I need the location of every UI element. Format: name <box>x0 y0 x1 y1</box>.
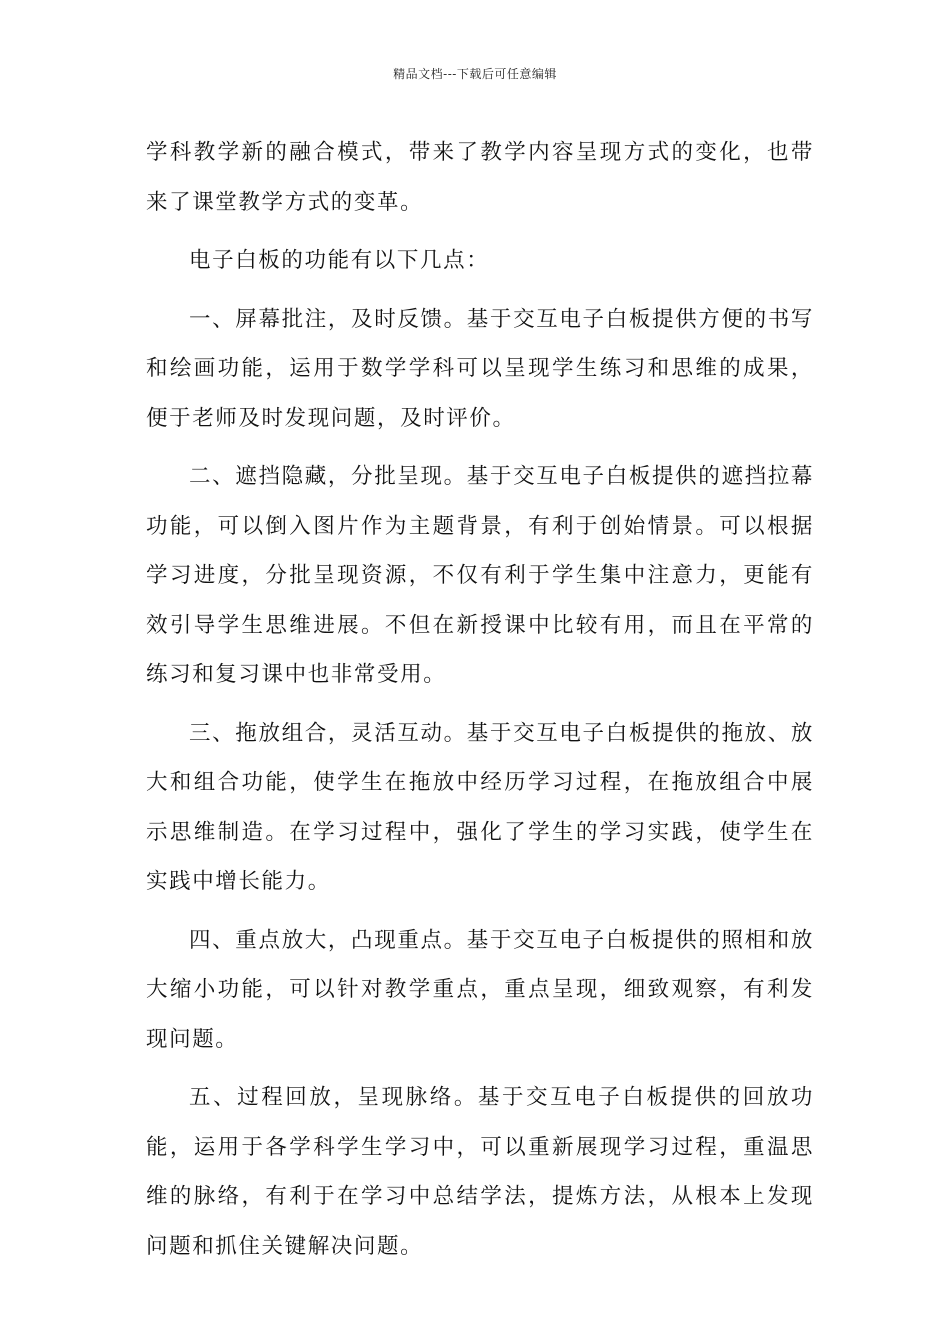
paragraph-function-4: 四、重点放大，凸现重点。基于交互电子白板提供的照相和放大缩小功能，可以针对教学重点，重点呈现，细致观察，有利发现问题。 <box>146 927 814 1052</box>
paragraph-function-1: 一、屏幕批注，及时反馈。基于交互电子白板提供方便的书写和绘画功能，运用于数学学科可以呈现学生练习和思维的成果，便于老师及时发现问题，及时评价。 <box>146 306 814 431</box>
paragraph-functions-heading: 电子白板的功能有以下几点： <box>189 248 490 273</box>
document-body <box>146 128 814 1280</box>
paragraph-function-3: 三、拖放组合，灵活互动。基于交互电子白板提供的拖放、放大和组合功能，使学生在拖放中经历学习过程，在拖放组合中展示思维制造。在学习过程中，强化了学生的学习实践，使学生在实践中增长能力。 <box>146 720 814 894</box>
paragraph-intro-continuation: 学科教学新的融合模式，带来了教学内容呈现方式的变化，也带来了课堂教学方式的变革。 <box>146 140 814 215</box>
paragraph-function-5: 五、过程回放，呈现脉络。基于交互电子白板提供的回放功能，运用于各学科学生学习中，可以重新展现学习过程，重温思维的脉络，有利于在学习中总结学法，提炼方法，从根本上发现问题和抓住关键解决问题。 <box>146 1085 814 1259</box>
paragraph-function-2: 二、遮挡隐藏，分批呈现。基于交互电子白板提供的遮挡拉幕功能，可以倒入图片作为主题背景，有利于创始情景。可以根据学习进度，分批呈现资源，不仅有利于学生集中注意力，更能有效引导学生思维进展。不但在新授课中比较有用，而且在平常的练习和复习课中也非常受用。 <box>146 464 814 687</box>
page-header: 精品文档---下载后可任意编辑 <box>393 67 557 81</box>
